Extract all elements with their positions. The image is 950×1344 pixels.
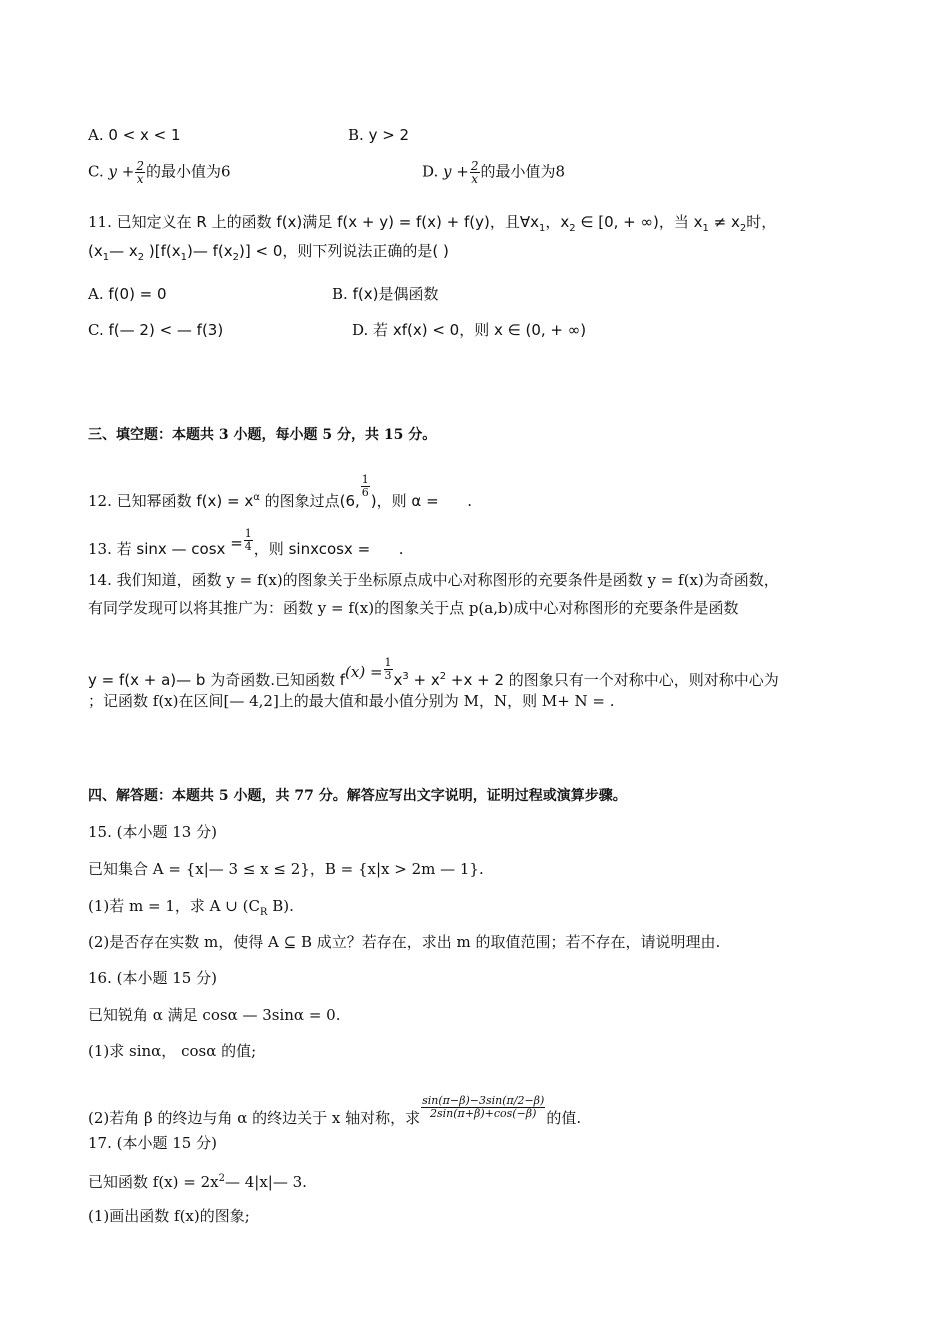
q14-line2: 有同学发现可以将其推广为：函数 y = f(x)的图象关于点 p(a,b)成中心对称图形的充要条件是函数: [88, 599, 739, 617]
q17-part1: (1)画出函数 f(x)的图象;: [88, 1207, 250, 1225]
q10-option-a: A. 0 < x < 1: [88, 126, 181, 144]
q14-line3: y = f(x + a)— b 为奇函数.已知函数 f(x) = $\frac{1}{3}$ $x^3 + x^2 +x + 2$ 的图象只有一个对称中心，则对称中心为: [88, 656, 779, 689]
q14-line1: 14. 我们知道，函数 y = f(x)的图象关于坐标原点成中心对称图形的充要条件是函数 y = f(x)为奇函数，: [88, 571, 779, 589]
q10-option-d: D. y + $\frac{2}{x}$ 的最小值为8: [422, 159, 566, 186]
q11-option-a: A. f(0) = 0: [88, 285, 167, 303]
fraction: $\frac{1}{6}$: [361, 473, 369, 499]
fraction: $\frac{2}{x}$: [470, 159, 479, 186]
q16-header: 16. (本小题 15 分): [88, 969, 217, 987]
section-3-title: 三、填空题：本题共 3 小题，每小题 5 分，共 15 分。: [88, 427, 437, 443]
q16-part2: (2)若角 β 的终边与角 α 的终边关于 x 轴对称，求 $\frac{\sin(\pi-\beta)-3\sin(\pi/2-\beta)}{2\sin(\pi+\beta)+\cos(-\beta)}$ 的值.: [88, 1094, 582, 1127]
fraction: $\frac{\sin(\pi-\beta)-3\sin(\pi/2-\beta)}{2\sin(\pi+\beta)+\cos(-\beta)}$: [422, 1094, 545, 1120]
fraction: $\frac{2}{x}$: [136, 159, 144, 186]
q15-part1: (1)若 m = 1，求 A ∪ ($C_R$ B).: [88, 897, 294, 918]
q14-line4: ；记函数 f(x)在区间[— 4,2]上的最大值和最小值分别为 M，N，则 M+ N = .: [88, 692, 615, 710]
q11-option-d: D. 若 xf(x) < 0，则 x ∈ (0, + ∞): [352, 321, 587, 339]
q16-part1: (1)求 sinα， cosα 的值;: [88, 1042, 257, 1060]
fraction: $\frac{1}{4}$: [244, 527, 252, 553]
q15-stem: 已知集合 A = {x|— 3 ≤ x ≤ 2}，B = {x|x > 2m — 1}.: [88, 860, 484, 878]
q10-option-c: C. y + $\frac{2}{x}$ 的最小值为6: [88, 159, 231, 186]
q11-stem-line2: ($x_1—$ $x_2$ )[$f(x_1)—$ $f(x_2)] < 0$，则下列说法正确的是( ): [88, 242, 449, 263]
q15-header: 15. (本小题 13 分): [88, 823, 217, 841]
q11-option-b: B. f(x)是偶函数: [332, 285, 439, 303]
q17-header: 17. (本小题 15 分): [88, 1134, 217, 1152]
q17-stem: 已知函数 $f(x) = 2x^2—$ 4|x|— 3.: [88, 1173, 307, 1191]
q11-stem-line1: 11. 已知定义在 R 上的函数 f(x)满足 f(x + y) = f(x) + f(y)，且$\forall x_1$，$x_2$ ∈ [0, + ∞)，当 $x_1 \ne x_2$时，: [88, 213, 777, 234]
fraction: $\frac{1}{3}$: [384, 656, 392, 682]
q11-option-c: C. f(— 2) < — f(3): [88, 321, 224, 339]
q15-part2: (2)是否存在实数 m，使得 A ⊆ B 成立？若存在，求出 m 的取值范围；若不存在，请说明理由.: [88, 933, 721, 951]
q16-stem: 已知锐角 α 满足 cosα — 3sinα = 0.: [88, 1006, 341, 1024]
q13: 13. 若 sinx — cosx = $\frac{1}{4}$ ，则 sinxcosx = .: [88, 527, 404, 558]
section-4-title: 四、解答题：本题共 5 小题，共 77 分。解答应写出文字说明，证明过程或演算步骤。: [88, 788, 627, 804]
q10-option-b: B. y > 2: [348, 126, 410, 144]
q12: 12. 已知幂函数 $f(x) = x^\alpha$ 的图象过点(6, $\frac{1}{6}$ )，则 α = .: [88, 473, 473, 510]
